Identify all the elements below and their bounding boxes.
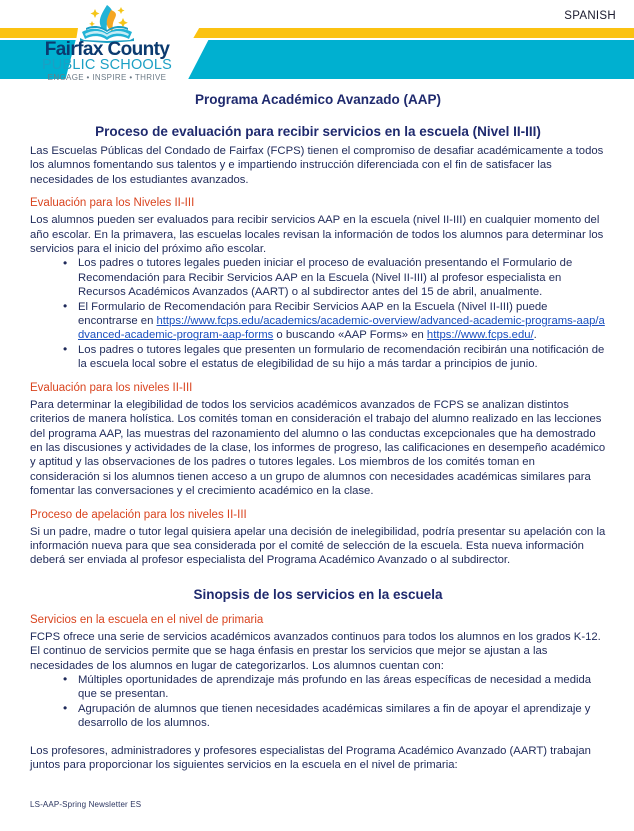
fcps-logo xyxy=(36,2,178,82)
section-heading-evaluacion-niveles: Evaluación para los Niveles II-III xyxy=(30,197,195,210)
page-header xyxy=(0,0,634,86)
fcps-home-link[interactable]: https://www.fcps.edu/ xyxy=(426,329,534,342)
book-flame-stars-icon xyxy=(36,2,178,44)
synopsis-bullet-list xyxy=(30,673,606,731)
bullet-link-middle: o buscando «AAP Forms» en xyxy=(273,329,427,342)
list-item: • Múltiples oportunidades de aprendizaje más profundo en las áreas específicas de necesidad a medida que se presentan. xyxy=(63,673,606,702)
aap-forms-link[interactable]: https://www.fcps.edu/academics/academic-overview/advanced-academic-programs-aap/advanced-academic-program-aap-forms xyxy=(78,315,605,342)
synopsis-closing: Los profesores, administradores y profesores especialistas del Programa Académico Avanzado (AART) trabajan juntos para proporcionar los siguientes servicios en la escuela en el nivel de primaria: xyxy=(30,744,591,771)
header-right-yellow-bar xyxy=(188,28,634,38)
list-item: • Los padres o tutores legales que presenten un formulario de recomendación recibirán una notificación de la escuela local sobre el estatus de elegibilidad de su hijo a más tardar a principios de junio. xyxy=(63,343,606,372)
bullet-link-prefix: El Formulario de Recomendación para Recibir Servicios AAP en la Escuela (Nivel II-III) puede encontrarse en xyxy=(78,300,548,328)
logo-line-2: PUBLIC SCHOOLS xyxy=(41,57,173,73)
page-subtitle: Proceso de evaluación para recibir servicios en la escuela (Nivel II-III) xyxy=(95,124,541,139)
section-heading-evaluacion-elegibilidad: Evaluación para los niveles II-III xyxy=(30,381,193,394)
header-right-cyan-bar xyxy=(186,40,634,79)
synopsis-subheading: Servicios en la escuela en el nivel de primaria xyxy=(30,613,264,626)
bullet-link-suffix: . xyxy=(533,329,537,342)
document-body xyxy=(0,86,634,772)
section-body-evaluacion-elegibilidad: Para determinar la elegibilidad de todos los servicios académicos avanzados de FCPS se analizan distintos criterios de manera holística. Los comités toman en consideración el trabajo del alumno realizado en las lecciones del programa AAP, las muestras del razonamiento del alumno o las conductas excepcionales que ha demostrado en las discusiones y actividades de la clase, los informes de progreso, las calificaciones en desempeño académico y aptitud y las observaciones de los padres o tutores legales. Los miembros de los comités toman en consideración si los alumnos tienen acceso a un grupo de alumnos con necesidades académicas similares para fomentar las conversaciones y el crecimiento académico en la clase. xyxy=(30,398,606,498)
section-body-evaluacion-niveles: Los alumnos pueden ser evaluados para recibir servicios AAP en la escuela (nivel II-III) en cualquier momento del año escolar. En la primavera, las escuelas locales revisan la información de todos los alumnos para determinar los servicios para el inicio del próximo año escolar. xyxy=(30,214,604,256)
footer-doc-code: LS-AAP-Spring Newsletter ES xyxy=(30,800,142,809)
evaluacion-bullet-list xyxy=(30,256,606,371)
page-title: Programa Académico Avanzado (AAP) xyxy=(194,92,442,107)
logo-line-1: Fairfax County xyxy=(44,39,170,60)
synopsis-body: FCPS ofrece una serie de servicios académicos avanzados continuos para todos los alumnos en los grados K-12. El continuo de servicios permite que se haga énfasis en prestar los servicios que mejor se ajustan a las necesidades de los alumnos en lugar de categorizarlos. Los alumnos cuentan con: xyxy=(30,630,601,672)
list-item: • Agrupación de alumnos que tienen necesidades académicas similares a fin de apoyar el aprendizaje y desarrollo de los alumnos. xyxy=(63,702,606,731)
list-item: • Los padres o tutores legales pueden iniciar el proceso de evaluación presentando el Formulario de Recomendación para Recibir Servicios AAP en la Escuela (Nivel II-III) al profesor especialista en Recursos Académicos Avanzados (AART) o al subdirector antes del 15 de abril, anualmente. xyxy=(63,256,606,299)
intro-paragraph: Las Escuelas Públicas del Condado de Fairfax (FCPS) tienen el compromiso de desafiar académicamente a todos los alumnos fomentando sus talentos y e impartiendo instrucción diferenciada con el fin de satisfacer las necesidades de los estudiantes avanzados. xyxy=(30,145,604,186)
section-body-apelacion: Si un padre, madre o tutor legal quisiera apelar una decisión de inelegibilidad, podría presentar su apelación con la información nueva para que sea considerada por el comité de selección de la escuela. Esta nueva información deberá ser enviada al profesor especialista del Programa Académico Avanzado o al subdirector. xyxy=(30,525,606,567)
section-heading-apelacion: Proceso de apelación para los niveles II-III xyxy=(30,508,247,521)
list-item-with-links xyxy=(63,300,606,343)
synopsis-heading: Sinopsis de los servicios en la escuela xyxy=(193,586,443,602)
logo-tagline: ENGAGE • INSPIRE • THRIVE xyxy=(47,73,167,82)
language-label: SPANISH xyxy=(564,10,616,22)
